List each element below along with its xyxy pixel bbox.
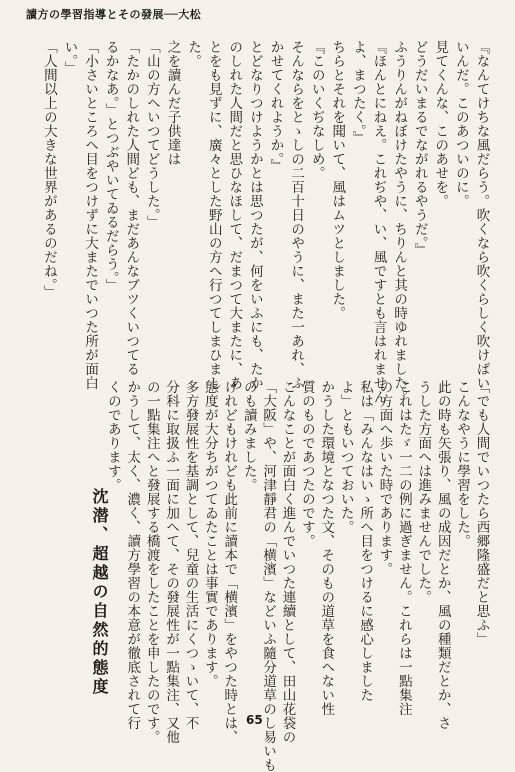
section-heading: 沈潜、超越の自然的態度 [90,488,109,697]
text-column: よ」ともいつておいた。 [337,380,354,534]
text-column: ちらとそれを聞いて、風はムツとしました。 [329,40,346,320]
text-column: かうして、太く、濃く、讀方學習の本意が徹底されて行 [124,380,141,730]
text-column: これはたゞ一二の例に過ぎません。これらは一點集注 [395,380,412,716]
text-column: 「大阪」や、河津靜君の「横濱」などいふ隨分道草のし易いも [260,380,277,772]
text-column: の方面へ歩いた時であります。 [376,380,393,576]
text-column: 「人間以上の大きな世界があるのだね。」 [40,40,57,300]
running-header: 讀方の學習指導とその發展──大松 [26,8,202,21]
text-column: 之を讀んだ子供達は [164,40,181,166]
text-column: 「山の方へいつてどうした。」 [143,40,160,230]
text-column: 「たかのしれた人間ども、まだあんなブツくいつてる [123,40,140,376]
text-column: 態度が大分ちがつてゐたことは事實であります。 [201,380,218,688]
text-column: ふうりんがねぼけたやうに、ちりんと其の時ゆれました。 [391,40,408,404]
text-column: こんなやうに學習をした。 [454,380,471,548]
text-column: そんならをとゝしの二百十日のやうに、また一あれ、ふ [288,40,305,390]
text-column: とどなりつけようかとは思つたが、何をいふにも、たか [246,40,263,390]
text-column: た。 [185,40,202,68]
text-column: いんだ。このあついのに。 [452,40,469,208]
text-column: よ、まつたく。』 [349,40,366,146]
text-column: のも讀みました。 [240,380,257,492]
text-column: るかなあ。」とつぶやいてゐるだらう。」 [102,40,119,293]
text-column: 『このいくぢなしめ。 [308,40,325,180]
text-column: 質のものであつたのです。 [298,380,315,548]
text-column: どうだいまるでながれるやうだ。』 [411,40,428,258]
text-column: こんなことが面白く進んでいつた連續として、田山花袋の [279,380,296,744]
text-column: かせてくれようか。』 [267,40,284,174]
text-column: 『ほんとにねえ。これぢや、い、風ですとも言はれません [370,40,387,404]
text-column: 「小さいところへ目をつけずに大またでいつた所が面白 [82,40,99,390]
text-column: うした方面へは進みませんでした。 [415,380,432,604]
text-column: 「でも人間でいつたら西郷隆盛だと思ふ」 [473,380,490,646]
text-column: 見てくんな、このあせを。 [432,40,449,208]
text-column: とをも見ずに、廣々とした野山の方へ行つてしまひまし [205,40,222,390]
text-column: かうした環境となつた文、そのもの道草を食へない性 [318,380,335,716]
text-column: 私は「みんなはいゝ所へ目をつけるに感心しました [357,380,374,702]
page-number: 65 [246,713,263,727]
text-column: 多方發展性を基調として、兒童の生活にくつゝいて、不 [182,380,199,730]
text-column: の一點集注へと發展する橋渡をしたことを申したのです。 [143,380,160,744]
text-column: くのであります。 [104,380,121,492]
text-column: 『なんてけちな風だらう。吹くなら吹くらしく吹けばい [473,40,490,390]
text-column: けれどもけれども此前に讀本で「横濱」をやつた時とは、 [221,380,238,744]
text-column: 分科に取扱ふ一面に加へて、その發展性が一點集注、又他 [163,380,180,744]
text-column: のしれた人間だと思ひなほして、だまつて大またに、あ [226,40,243,390]
text-column: い。」 [61,40,78,76]
text-column: 此の時も矢張り、風の成因だとか、風の種類だとか、さ [434,380,451,730]
